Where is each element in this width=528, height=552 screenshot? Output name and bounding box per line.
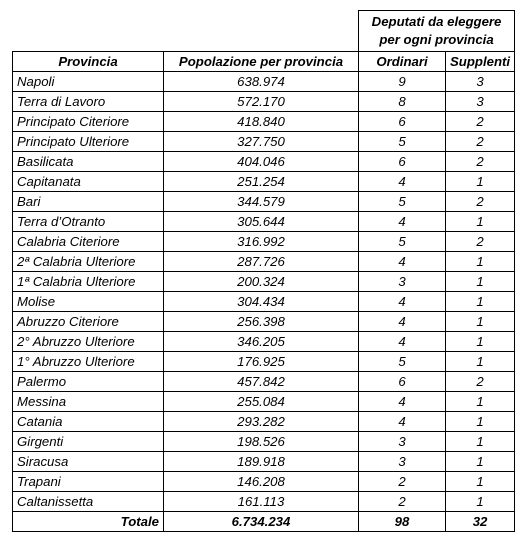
cell-ordinari: 4	[359, 172, 446, 192]
cell-popolazione: 305.644	[164, 212, 359, 232]
cell-provincia: Basilicata	[13, 152, 164, 172]
cell-ordinari: 5	[359, 132, 446, 152]
cell-popolazione: 327.750	[164, 132, 359, 152]
cell-popolazione: 344.579	[164, 192, 359, 212]
table-row	[13, 392, 515, 412]
deputies-group-header-line-2: per ogni provincia	[379, 32, 494, 47]
total-popolazione: 6.734.234	[164, 512, 359, 532]
cell-ordinari: 4	[359, 332, 446, 352]
group-header-row	[13, 11, 515, 52]
header-ordinari: Ordinari	[359, 52, 446, 72]
cell-ordinari: 5	[359, 192, 446, 212]
blank-header-cell	[164, 11, 359, 52]
cell-provincia: Terra di Lavoro	[13, 92, 164, 112]
cell-popolazione: 346.205	[164, 332, 359, 352]
cell-supplenti: 3	[446, 72, 515, 92]
table-row	[13, 372, 515, 392]
total-ordinari: 98	[359, 512, 446, 532]
cell-supplenti: 1	[446, 472, 515, 492]
deputies-table-wrapper	[12, 10, 515, 532]
deputies-table	[12, 10, 515, 532]
table-row	[13, 432, 515, 452]
cell-provincia: Girgenti	[13, 432, 164, 452]
cell-provincia: Abruzzo Citeriore	[13, 312, 164, 332]
cell-popolazione: 256.398	[164, 312, 359, 332]
cell-provincia: 2° Abruzzo Ulteriore	[13, 332, 164, 352]
table-row	[13, 172, 515, 192]
cell-popolazione: 293.282	[164, 412, 359, 432]
cell-supplenti: 2	[446, 132, 515, 152]
blank-header-cell	[13, 11, 164, 52]
cell-provincia: 2ª Calabria Ulteriore	[13, 252, 164, 272]
cell-provincia: Bari	[13, 192, 164, 212]
cell-ordinari: 5	[359, 232, 446, 252]
cell-popolazione: 418.840	[164, 112, 359, 132]
table-row	[13, 272, 515, 292]
cell-supplenti: 1	[446, 312, 515, 332]
cell-ordinari: 5	[359, 352, 446, 372]
cell-popolazione: 316.992	[164, 232, 359, 252]
cell-supplenti: 2	[446, 152, 515, 172]
cell-provincia: Siracusa	[13, 452, 164, 472]
cell-provincia: Catania	[13, 412, 164, 432]
cell-ordinari: 2	[359, 472, 446, 492]
cell-ordinari: 3	[359, 452, 446, 472]
cell-popolazione: 198.526	[164, 432, 359, 452]
cell-ordinari: 6	[359, 152, 446, 172]
cell-ordinari: 4	[359, 392, 446, 412]
cell-ordinari: 4	[359, 312, 446, 332]
header-supplenti: Supplenti	[446, 52, 515, 72]
cell-popolazione: 251.254	[164, 172, 359, 192]
cell-popolazione: 457.842	[164, 372, 359, 392]
cell-provincia: Trapani	[13, 472, 164, 492]
table-row	[13, 212, 515, 232]
cell-popolazione: 404.046	[164, 152, 359, 172]
cell-provincia: 1ª Calabria Ulteriore	[13, 272, 164, 292]
cell-provincia: Palermo	[13, 372, 164, 392]
cell-popolazione: 161.113	[164, 492, 359, 512]
cell-ordinari: 4	[359, 212, 446, 232]
cell-ordinari: 4	[359, 412, 446, 432]
cell-supplenti: 2	[446, 192, 515, 212]
table-row	[13, 332, 515, 352]
table-row	[13, 152, 515, 172]
total-label: Totale	[13, 512, 164, 532]
cell-ordinari: 3	[359, 272, 446, 292]
cell-supplenti: 1	[446, 412, 515, 432]
cell-supplenti: 1	[446, 212, 515, 232]
table-row	[13, 452, 515, 472]
cell-provincia: Caltanissetta	[13, 492, 164, 512]
cell-provincia: Principato Ulteriore	[13, 132, 164, 152]
cell-provincia: Napoli	[13, 72, 164, 92]
cell-supplenti: 2	[446, 112, 515, 132]
deputies-group-header-line-1: Deputati da eleggere	[371, 14, 502, 29]
cell-supplenti: 1	[446, 492, 515, 512]
cell-supplenti: 1	[446, 272, 515, 292]
cell-provincia: Calabria Citeriore	[13, 232, 164, 252]
cell-popolazione: 255.084	[164, 392, 359, 412]
cell-popolazione: 304.434	[164, 292, 359, 312]
header-popolazione: Popolazione per provincia	[164, 52, 359, 72]
cell-provincia: Terra d’Otranto	[13, 212, 164, 232]
total-row	[13, 512, 515, 532]
cell-supplenti: 2	[446, 232, 515, 252]
cell-popolazione: 176.925	[164, 352, 359, 372]
cell-ordinari: 4	[359, 252, 446, 272]
cell-ordinari: 8	[359, 92, 446, 112]
header-provincia: Provincia	[13, 52, 164, 72]
table-row	[13, 472, 515, 492]
total-supplenti: 32	[446, 512, 515, 532]
cell-popolazione: 638.974	[164, 72, 359, 92]
table-row	[13, 132, 515, 152]
cell-supplenti: 1	[446, 392, 515, 412]
cell-popolazione: 200.324	[164, 272, 359, 292]
cell-supplenti: 2	[446, 372, 515, 392]
table-row	[13, 72, 515, 92]
cell-ordinari: 6	[359, 372, 446, 392]
table-row	[13, 232, 515, 252]
table-row	[13, 192, 515, 212]
table-row	[13, 292, 515, 312]
cell-ordinari: 6	[359, 112, 446, 132]
table-row	[13, 352, 515, 372]
cell-ordinari: 3	[359, 432, 446, 452]
cell-supplenti: 1	[446, 452, 515, 472]
deputies-group-header	[359, 11, 515, 52]
cell-provincia: Molise	[13, 292, 164, 312]
table-body	[13, 72, 515, 512]
table-row	[13, 312, 515, 332]
cell-supplenti: 1	[446, 292, 515, 312]
cell-supplenti: 3	[446, 92, 515, 112]
cell-supplenti: 1	[446, 432, 515, 452]
cell-ordinari: 4	[359, 292, 446, 312]
table-row	[13, 112, 515, 132]
cell-provincia: Principato Citeriore	[13, 112, 164, 132]
table-row	[13, 412, 515, 432]
column-header-row	[13, 52, 515, 72]
cell-popolazione: 572.170	[164, 92, 359, 112]
cell-popolazione: 287.726	[164, 252, 359, 272]
table-row	[13, 252, 515, 272]
cell-provincia: Messina	[13, 392, 164, 412]
cell-supplenti: 1	[446, 172, 515, 192]
cell-ordinari: 2	[359, 492, 446, 512]
cell-supplenti: 1	[446, 252, 515, 272]
cell-popolazione: 146.208	[164, 472, 359, 492]
cell-supplenti: 1	[446, 332, 515, 352]
cell-provincia: 1° Abruzzo Ulteriore	[13, 352, 164, 372]
table-row	[13, 92, 515, 112]
cell-supplenti: 1	[446, 352, 515, 372]
table-row	[13, 492, 515, 512]
cell-popolazione: 189.918	[164, 452, 359, 472]
cell-provincia: Capitanata	[13, 172, 164, 192]
cell-ordinari: 9	[359, 72, 446, 92]
